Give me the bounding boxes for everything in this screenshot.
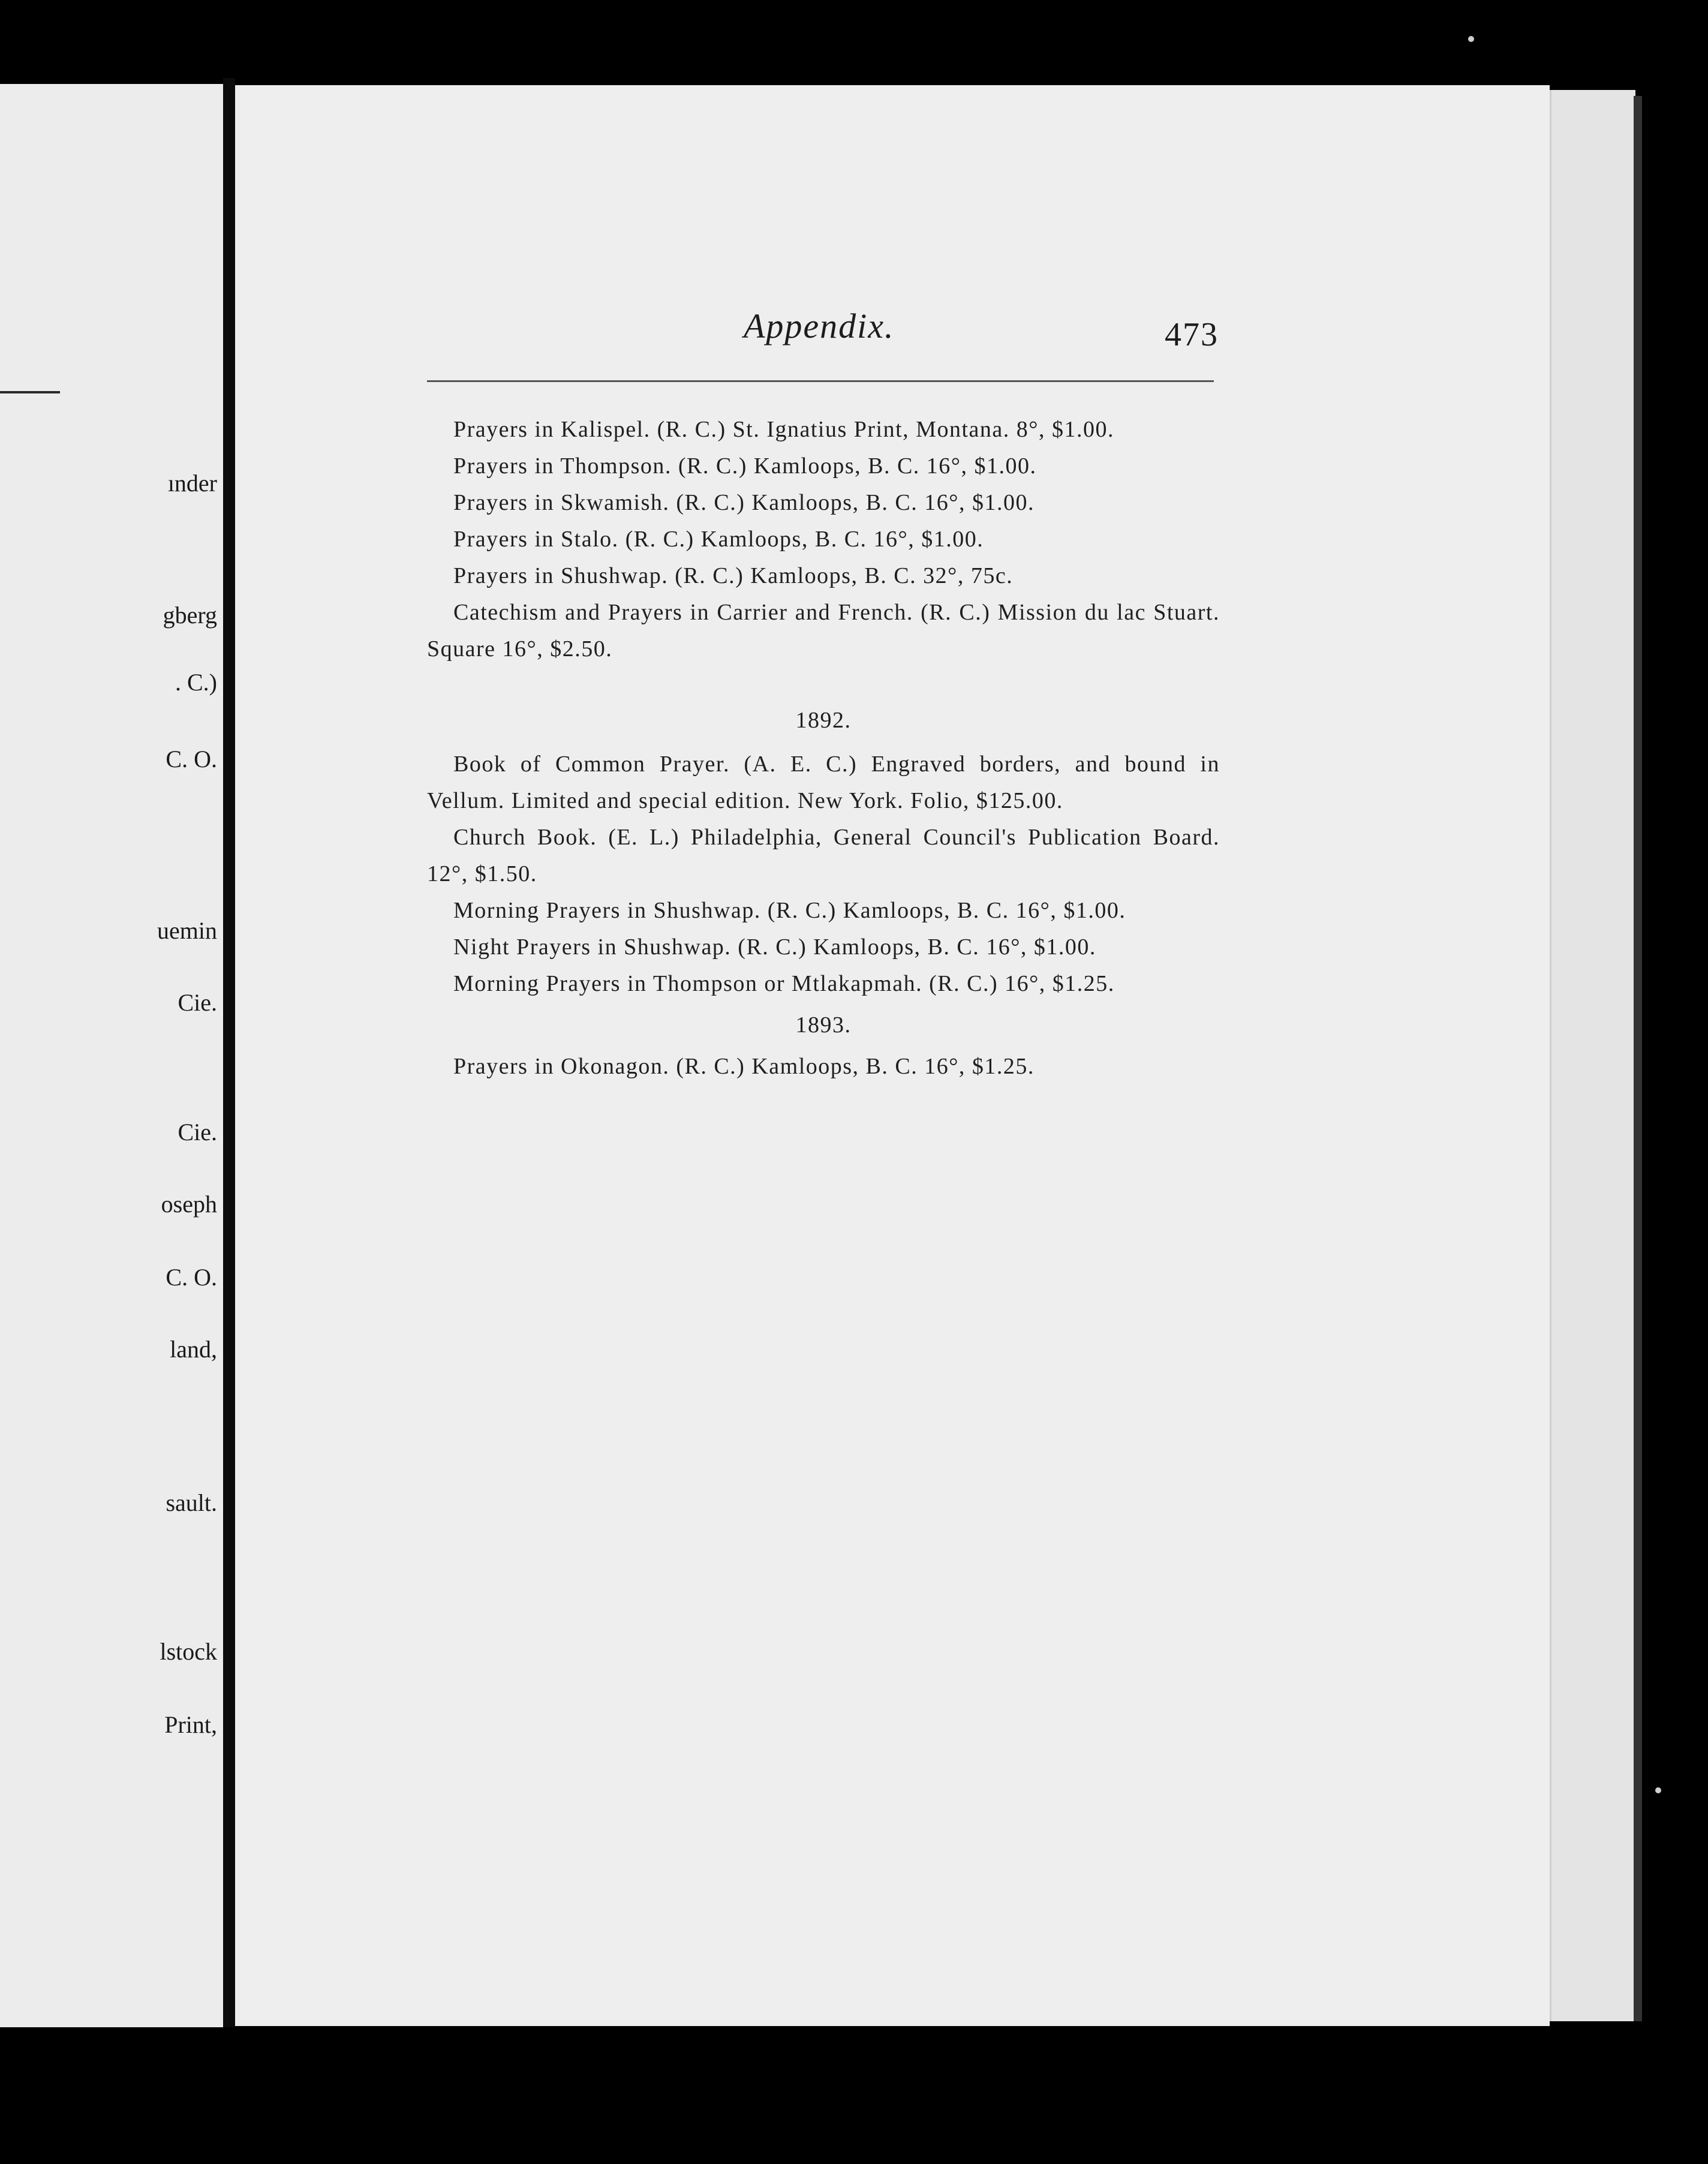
page-edge-shadow [1634, 96, 1642, 2021]
left-page-fragment: lstock [160, 1638, 217, 1665]
bibliography-list [427, 411, 1220, 1085]
bibliography-entry: Prayers in Skwamish. (R. C.) Kamloops, B. C. 16°, $1.00. [453, 490, 1035, 515]
running-head: Appendix. [744, 306, 895, 345]
scan-speck [1655, 1787, 1661, 1793]
bibliography-entry: Catechism and Prayers in Carrier and French. (R. C.) Mission du lac Stuart. Square 16°, $2.50. [427, 600, 1220, 662]
bibliography-entry: Morning Prayers in Shushwap. (R. C.) Kamloops, B. C. 16°, $1.00. [453, 898, 1126, 923]
bibliography-entry: Night Prayers in Shushwap. (R. C.) Kamloops, B. C. 16°, $1.00. [453, 934, 1096, 960]
left-page-fragment: sault. [166, 1489, 217, 1516]
page-number: 473 [1165, 316, 1219, 353]
left-page-fragment: C. O. [166, 746, 217, 773]
year-heading: 1892. [795, 708, 852, 733]
bibliography-entry: Prayers in Okonagon. (R. C.) Kamloops, B. C. 16°, $1.25. [453, 1054, 1035, 1079]
bibliography-entry: Prayers in Stalo. (R. C.) Kamloops, B. C. 16°, $1.00. [453, 527, 984, 552]
left-page-fragment: C. O. [166, 1264, 217, 1291]
left-page-fragment: Print, [164, 1711, 217, 1738]
left-page-fragment: gberg [163, 602, 217, 629]
scan-speck [1468, 36, 1474, 42]
bibliography-entry: Book of Common Prayer. (A. E. C.) Engraved borders, and bound in Vellum. Limited and special edition. New York. Folio, $125.00. [427, 752, 1220, 813]
left-page-fragment: . C.) [175, 669, 217, 696]
left-page-fragment: uemin [157, 917, 217, 944]
bibliography-entry: Prayers in Shushwap. (R. C.) Kamloops, B. C. 32°, 75c. [453, 563, 1014, 588]
bibliography-entry: Prayers in Thompson. (R. C.) Kamloops, B. C. 16°, $1.00. [453, 453, 1037, 479]
year-heading: 1893. [795, 1012, 852, 1038]
bibliography-entry: Prayers in Kalispel. (R. C.) St. Ignatius Print, Montana. 8°, $1.00. [453, 417, 1114, 442]
header-rule [427, 380, 1214, 382]
left-page-fragment: Cie. [178, 1119, 217, 1146]
left-page-fragment: Cie. [178, 989, 217, 1016]
left-page-fragment: ınder [167, 470, 217, 497]
left-page-fragment: land, [170, 1336, 217, 1363]
book-gutter [223, 78, 235, 2027]
page-edge [1550, 90, 1635, 2021]
left-facing-page [0, 84, 223, 2027]
bibliography-entry: Church Book. (E. L.) Philadelphia, General Council's Publication Board. 12°, $1.50. [427, 825, 1220, 886]
left-page-rule [0, 391, 60, 393]
bibliography-entry: Morning Prayers in Thompson or Mtlakapmah. (R. C.) 16°, $1.25. [453, 971, 1115, 996]
left-page-fragment: oseph [161, 1191, 217, 1218]
